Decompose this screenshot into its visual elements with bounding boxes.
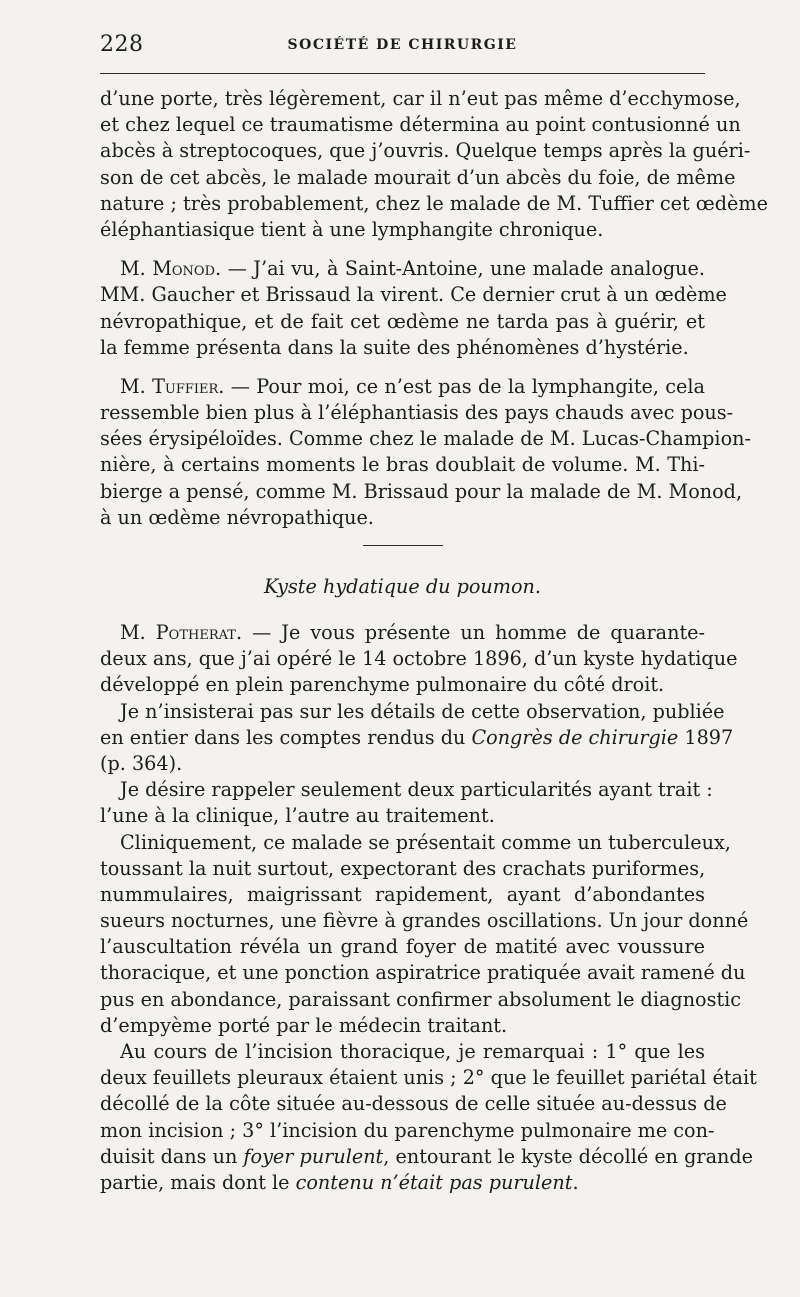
text-fragment: J’ai vu, à Saint-Antoine, une malade analogue. — [253, 257, 705, 281]
speaker-dash: . — — [218, 374, 257, 398]
text-line: Cliniquement, ce malade se présentait comme un tuberculeux, — [120, 830, 731, 854]
text-line: son de cet abcès, le malade mourait d’un abcès du foie, de même — [100, 165, 736, 189]
paragraph-desire — [100, 777, 713, 829]
text-line: nière, à certains moments le bras doublait de volume. M. Thi- — [100, 453, 705, 477]
text-line — [100, 374, 705, 400]
italic-phrase: contenu n’était pas purulent — [295, 1170, 573, 1194]
speaker-prefix: M. — [120, 374, 153, 398]
page-header — [100, 32, 705, 62]
text-line: Au cours de l’incision thoracique, je remarquai : 1° que les — [120, 1040, 705, 1063]
text-fragment: Pour moi, ce n’est pas de la lymphangite, cela — [256, 374, 705, 398]
section-title: Kyste hydatique du poumon. — [264, 575, 541, 598]
paragraph-insisterai — [100, 699, 734, 778]
header-rule — [100, 73, 705, 74]
text-line: pus en abondance, paraissant confirmer absolument le diagnostic — [100, 987, 742, 1011]
text-line: mon incision ; 3° l’incision du parenchyme pulmonaire me con- — [100, 1118, 715, 1142]
text-line: Je désire rappeler seulement deux particularités ayant trait : — [120, 778, 713, 802]
italic-title: Congrès de chirurgie — [471, 725, 679, 749]
text-fragment: . — [572, 1170, 579, 1194]
speaker-dash: . — — [215, 257, 254, 281]
paragraph-potherat — [100, 620, 738, 699]
paragraph-monod — [100, 256, 727, 361]
text-line: (p. 364). — [100, 751, 183, 775]
text-line — [100, 725, 734, 751]
text-line: à un œdème névropathique. — [100, 505, 374, 529]
text-fragment: partie, mais dont le — [100, 1170, 296, 1194]
text-line: développé en plein parenchyme pulmonaire du côté droit. — [100, 673, 665, 697]
running-title: SOCIÉTÉ DE CHIRURGIE — [287, 37, 518, 53]
speaker-name: Potherat — [155, 621, 236, 644]
text-fragment: , entourant le kyste décollé en grande — [383, 1144, 754, 1168]
text-line: sées érysipéloïdes. Comme chez le malade de M. Lucas-Champion- — [100, 427, 751, 451]
paragraph-clinique — [100, 830, 749, 1040]
text-line: abcès à streptocoques, que j’ouvris. Quelque temps après la guéri- — [100, 139, 751, 163]
text-line: la femme présenta dans la suite des phénomènes d’hystérie. — [100, 335, 689, 359]
section-divider — [363, 545, 443, 546]
text-fragment: 1897 — [678, 725, 734, 749]
text-line: l’auscultation révéla un grand foyer de matité avec voussure — [100, 935, 705, 959]
speaker-prefix: M. — [120, 257, 153, 281]
text-fragment: duisit dans un — [100, 1144, 244, 1168]
text-line: MM. Gaucher et Brissaud la virent. Ce dernier crut à un œdème — [100, 283, 727, 307]
text-line: nummulaires, maigrissant rapidement, ayant d’abondantes — [100, 882, 705, 906]
text-line: bierge a pensé, comme M. Brissaud pour la malade de M. Monod, — [100, 479, 743, 503]
speaker-name: Tuffier — [152, 374, 219, 398]
paragraph-tuffier — [100, 374, 751, 531]
text-line: et chez lequel ce traumatisme détermina au point contusionné un — [100, 113, 741, 137]
body-text — [100, 86, 768, 1196]
text-line: d’empyème porté par le médecin traitant. — [100, 1013, 508, 1037]
speaker-prefix: M. — [120, 621, 156, 644]
text-line — [100, 1170, 705, 1196]
text-line: décollé de la côte située au-dessous de celle située au-dessus de — [100, 1092, 727, 1116]
text-line: deux ans, que j’ai opéré le 14 octobre 1896, d’un kyste hydatique — [100, 647, 738, 671]
text-line: sueurs nocturnes, une fièvre à grandes oscillations. Un jour donné — [100, 909, 749, 933]
text-line — [100, 1144, 754, 1170]
paragraph-continuation — [100, 86, 768, 243]
speaker-name: Monod — [152, 257, 216, 281]
text-line: d’une porte, très légèrement, car il n’eut pas même d’ecchymose, — [100, 87, 741, 110]
text-fragment: en entier dans les comptes rendus du — [100, 725, 472, 749]
text-line: deux feuillets pleuraux étaient unis ; 2° que le feuillet pariétal était — [100, 1066, 757, 1090]
text-line: ressemble bien plus à l’éléphantiasis des pays chauds avec pous- — [100, 401, 734, 425]
paragraph-gap — [100, 243, 705, 256]
text-line: éléphantiasique tient à une lymphangite chronique. — [100, 217, 604, 241]
text-line: névropathique, et de fait cet œdème ne tarda pas à guérir, et — [100, 309, 705, 333]
text-line — [100, 256, 705, 282]
speaker-dash: . — — [235, 621, 282, 644]
text-line: toussant la nuit surtout, expectorant des crachats puriformes, — [100, 856, 706, 880]
italic-phrase: foyer purulent — [243, 1144, 384, 1168]
text-line: Je n’insisterai pas sur les détails de cette observation, publiée — [120, 699, 725, 723]
page-number: 228 — [100, 32, 144, 57]
text-line: nature ; très probablement, chez le malade de M. Tuffier cet œdème — [100, 191, 768, 215]
text-line: thoracique, et une ponction aspiratrice pratiquée avait ramené du — [100, 961, 746, 985]
paragraph-gap — [100, 361, 705, 374]
paragraph-incision — [100, 1039, 757, 1196]
text-fragment: Je vous présente un homme de quarante- — [281, 621, 705, 644]
text-line — [100, 620, 705, 646]
text-line: l’une à la clinique, l’autre au traitement. — [100, 804, 495, 828]
